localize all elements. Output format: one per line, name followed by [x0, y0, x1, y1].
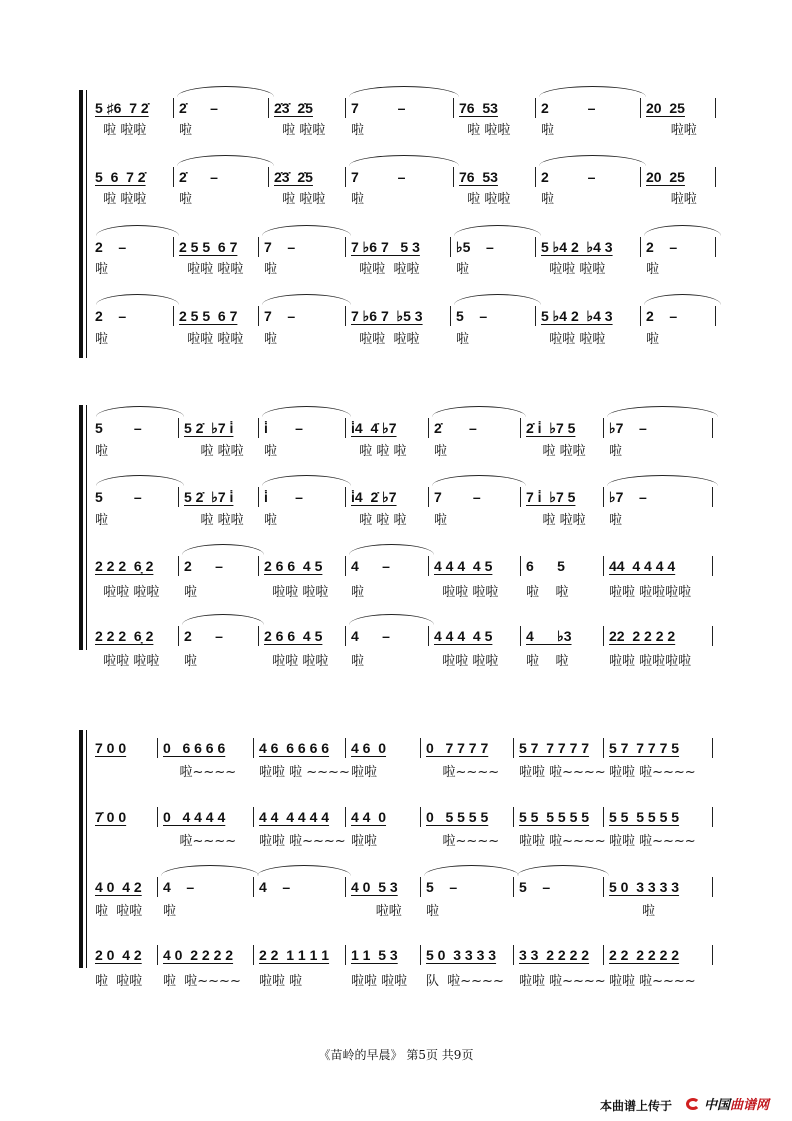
- measure-notes: 2 –: [184, 558, 223, 574]
- slur: [607, 406, 718, 417]
- barline: [345, 807, 346, 827]
- measure-notes: 2̇ –: [434, 420, 477, 436]
- measure-notes: i̇ –: [264, 489, 303, 505]
- measure-notes: 5 0 3 3 3 3: [609, 879, 680, 895]
- slur: [161, 865, 259, 876]
- measure-lyrics: 啦啦 啦啦: [264, 654, 329, 669]
- barline: [258, 556, 259, 576]
- logo-text-b: 曲谱网: [730, 1097, 770, 1112]
- barline: [345, 877, 346, 897]
- barline: [712, 807, 713, 827]
- measure-lyrics: 啦啦 啦啦啦啦: [609, 585, 692, 600]
- barline: [640, 167, 641, 187]
- barline: [513, 738, 514, 758]
- measure-lyrics: 啦啦 啦~~~~: [519, 834, 606, 849]
- barline: [603, 487, 604, 507]
- measure-notes: 4 0 5 3: [351, 879, 398, 895]
- barline: [178, 556, 179, 576]
- measure-lyrics: 啦: [95, 444, 109, 459]
- measure-notes: 2 6 6 4 5: [264, 558, 323, 574]
- measure-lyrics: 啦~~~~: [163, 765, 237, 780]
- barline: [453, 167, 454, 187]
- measure-notes: 4 0 4 2: [95, 879, 142, 895]
- measure-notes: 4 –: [259, 879, 291, 895]
- measure-lyrics: 啦: [179, 192, 193, 207]
- measure-notes: 20 25: [646, 169, 685, 185]
- slur: [607, 475, 718, 486]
- measure-notes: 5 –: [456, 308, 488, 324]
- slur: [182, 614, 264, 625]
- measure-notes: 4 –: [351, 558, 390, 574]
- barline: [603, 807, 604, 827]
- barline: [253, 738, 254, 758]
- barline: [520, 626, 521, 646]
- slur: [262, 225, 351, 236]
- barline: [428, 418, 429, 438]
- measure-lyrics: 啦: [95, 513, 109, 528]
- measure-notes: 2 –: [95, 308, 127, 324]
- measure-notes: 7 –: [264, 308, 296, 324]
- measure-lyrics: 啦啦 啦啦: [351, 262, 420, 277]
- measure-notes: 2 –: [646, 308, 678, 324]
- barline: [715, 98, 716, 118]
- measure-lyrics: 啦啦 啦啦: [351, 332, 420, 347]
- measure-lyrics: 啦啦: [351, 834, 378, 849]
- measure-lyrics: 啦: [95, 332, 109, 347]
- slur: [257, 865, 351, 876]
- barline: [157, 738, 158, 758]
- measure-lyrics: 啦啦 啦啦: [95, 585, 160, 600]
- measure-lyrics: 啦 啦啦: [274, 192, 326, 207]
- measure-lyrics: 啦: [264, 513, 278, 528]
- measure-lyrics: 啦 啦啦: [184, 444, 244, 459]
- measure-lyrics: 啦啦 啦~~~~: [609, 974, 696, 989]
- measure-notes: 2 5 5 6 7: [179, 239, 238, 255]
- measure-lyrics: 啦: [434, 444, 448, 459]
- barline: [450, 237, 451, 257]
- barline: [345, 167, 346, 187]
- measure-notes: 2̇3̇ 2̇5: [274, 169, 313, 185]
- measure-notes: 2 –: [541, 169, 596, 185]
- slur: [96, 294, 179, 305]
- measure-lyrics: 啦啦 啦~~~~: [519, 765, 606, 780]
- measure-lyrics: 啦~~~~: [426, 834, 500, 849]
- measure-lyrics: 啦~~~~: [426, 765, 500, 780]
- measure-lyrics: 啦 啦啦: [459, 123, 511, 138]
- measure-notes: 7 0 0: [95, 740, 127, 756]
- slur: [96, 406, 184, 417]
- barline: [345, 626, 346, 646]
- barline: [258, 237, 259, 257]
- slur: [177, 155, 274, 166]
- measure-notes: 2 2 2 6̣ 2: [95, 628, 154, 644]
- measure-notes: 3 3 2 2 2 2: [519, 947, 590, 963]
- measure-lyrics: 啦: [609, 513, 623, 528]
- measure-notes: 0 4 4 4 4: [163, 809, 226, 825]
- measure-notes: 5 7 7 7 7 7: [519, 740, 590, 756]
- measure-notes: 5 –: [426, 879, 458, 895]
- barline: [173, 237, 174, 257]
- barline: [268, 98, 269, 118]
- barline: [712, 626, 713, 646]
- measure-lyrics: 啦 啦啦: [459, 192, 511, 207]
- measure-lyrics: 啦啦 啦啦啦啦: [609, 654, 692, 669]
- measure-notes: 1 1 5 3: [351, 947, 398, 963]
- measure-lyrics: 啦 啦: [526, 585, 569, 600]
- measure-notes: 7 –: [264, 239, 296, 255]
- measure-notes: 0 6 6 6 6: [163, 740, 226, 756]
- measure-lyrics: 啦啦 啦啦: [434, 654, 499, 669]
- barline: [640, 98, 641, 118]
- barline: [173, 306, 174, 326]
- measure-lyrics: 啦: [609, 904, 656, 919]
- measure-notes: 7̇ 0 0: [95, 809, 127, 825]
- barline: [253, 877, 254, 897]
- logo-text-a: 中国: [704, 1097, 731, 1112]
- measure-lyrics: 啦: [541, 123, 555, 138]
- measure-notes: 4 4 4 4 5: [434, 628, 493, 644]
- measure-notes: 2 –: [95, 239, 127, 255]
- barline: [173, 167, 174, 187]
- measure-lyrics: 啦 啦: [526, 654, 569, 669]
- measure-lyrics: 啦啦 啦~~~~: [609, 834, 696, 849]
- measure-notes: 4 6 0: [351, 740, 387, 756]
- measure-lyrics: 啦: [426, 904, 440, 919]
- barline: [345, 945, 346, 965]
- measure-lyrics: 啦啦 啦啦: [95, 654, 160, 669]
- slur: [539, 155, 646, 166]
- barline: [535, 167, 536, 187]
- measure-lyrics: 啦: [351, 123, 365, 138]
- measure-notes: 2 2 2 6̣ 2: [95, 558, 154, 574]
- measure-notes: 5 –: [95, 420, 142, 436]
- barline: [258, 418, 259, 438]
- measure-notes: 2̇ –: [179, 100, 218, 116]
- barline: [345, 556, 346, 576]
- barline: [178, 626, 179, 646]
- measure-notes: ♭7 –: [609, 420, 647, 436]
- measure-notes: 7 i̇ ♭7 5: [526, 489, 576, 505]
- measure-lyrics: 啦: [264, 332, 278, 347]
- measure-lyrics: 啦啦 啦啦: [541, 262, 606, 277]
- slur: [517, 865, 609, 876]
- measure-lyrics: 啦啦 啦: [259, 974, 303, 989]
- measure-lyrics: 啦 啦啦: [95, 192, 147, 207]
- barline: [178, 487, 179, 507]
- slur: [177, 86, 274, 97]
- barline: [420, 738, 421, 758]
- barline: [258, 487, 259, 507]
- measure-notes: 4 4 0: [351, 809, 387, 825]
- measure-notes: 0 7 7 7 7: [426, 740, 489, 756]
- barline: [603, 626, 604, 646]
- measure-notes: 76 53: [459, 169, 498, 185]
- measure-lyrics: 啦 啦啦: [184, 513, 244, 528]
- barline: [157, 945, 158, 965]
- measure-lyrics: 啦啦: [646, 123, 697, 138]
- barline: [535, 237, 536, 257]
- barline: [603, 738, 604, 758]
- measure-notes: 2̇3̇ 2̇5: [274, 100, 313, 116]
- measure-lyrics: 啦: [264, 444, 278, 459]
- measure-lyrics: 啦 啦啦: [526, 444, 586, 459]
- barline: [428, 556, 429, 576]
- barline: [450, 306, 451, 326]
- measure-lyrics: 啦: [163, 904, 177, 919]
- measure-notes: ♭7 –: [609, 489, 647, 505]
- measure-lyrics: 啦啦 啦啦: [264, 585, 329, 600]
- barline: [345, 487, 346, 507]
- measure-notes: 5 ♯6 7 2̇: [95, 100, 149, 116]
- barline: [428, 487, 429, 507]
- measure-notes: 2̇ –: [179, 169, 218, 185]
- measure-notes: 2 –: [541, 100, 596, 116]
- measure-lyrics: 啦啦 啦啦: [541, 332, 606, 347]
- measure-notes: 76 53: [459, 100, 498, 116]
- system-bracket: [79, 405, 83, 650]
- measure-lyrics: 啦: [646, 332, 660, 347]
- barline: [420, 877, 421, 897]
- measure-notes: 4 6 6 6 6 6: [259, 740, 330, 756]
- measure-lyrics: 啦啦 啦啦: [351, 974, 408, 989]
- measure-lyrics: 啦: [351, 192, 365, 207]
- measure-lyrics: 啦啦 啦 ~~~~: [259, 765, 350, 780]
- barline: [268, 167, 269, 187]
- slur: [644, 225, 721, 236]
- measure-notes: 44 4 4 4 4: [609, 558, 676, 574]
- measure-notes: 2 6 6 4 5: [264, 628, 323, 644]
- barline: [712, 945, 713, 965]
- barline: [258, 306, 259, 326]
- barline: [603, 877, 604, 897]
- slur: [454, 294, 541, 305]
- measure-lyrics: 啦啦 啦啦: [179, 262, 244, 277]
- barline: [520, 556, 521, 576]
- barline: [603, 418, 604, 438]
- barline: [345, 418, 346, 438]
- measure-lyrics: 啦 啦啦: [95, 904, 143, 919]
- slur: [96, 475, 184, 486]
- barline: [453, 98, 454, 118]
- measure-lyrics: 啦: [264, 262, 278, 277]
- measure-notes: 7 –: [351, 169, 406, 185]
- barline: [345, 237, 346, 257]
- barline: [157, 877, 158, 897]
- measure-notes: 4 4 4 4 4 4: [259, 809, 330, 825]
- measure-lyrics: 啦: [179, 123, 193, 138]
- barline: [715, 306, 716, 326]
- barline: [535, 98, 536, 118]
- slur: [182, 544, 264, 555]
- slur: [96, 225, 179, 236]
- measure-lyrics: 啦啦: [646, 192, 697, 207]
- slur: [262, 475, 351, 486]
- measure-notes: 4 –: [163, 879, 195, 895]
- barline: [178, 418, 179, 438]
- system-bracket-line: [86, 90, 87, 358]
- measure-notes: 2 –: [184, 628, 223, 644]
- measure-lyrics: 啦 啦啦: [95, 123, 147, 138]
- slur: [432, 475, 526, 486]
- measure-lyrics: 啦: [351, 654, 365, 669]
- measure-notes: 2 –: [646, 239, 678, 255]
- measure-notes: 5 –: [519, 879, 551, 895]
- measure-notes: i̇ –: [264, 420, 303, 436]
- measure-notes: 5 6 7 2̇: [95, 169, 146, 185]
- slur: [262, 406, 351, 417]
- measure-notes: 0 5 5 5 5: [426, 809, 489, 825]
- slur: [454, 225, 541, 236]
- measure-notes: 5 2̇ ♭7 i̇: [184, 489, 234, 505]
- barline: [603, 945, 604, 965]
- barline: [513, 877, 514, 897]
- measure-lyrics: 啦啦 啦~~~~: [259, 834, 346, 849]
- measure-notes: 5 –: [95, 489, 142, 505]
- measure-notes: 7 –: [351, 100, 406, 116]
- upload-label: 本曲谱上传于: [600, 1099, 673, 1113]
- measure-lyrics: 啦: [646, 262, 660, 277]
- measure-notes: 5 0 3 3 3 3: [426, 947, 497, 963]
- measure-lyrics: 啦 啦啦: [274, 123, 326, 138]
- measure-notes: 5 7 7 7 7 5: [609, 740, 680, 756]
- measure-lyrics: 啦啦 啦~~~~: [519, 974, 606, 989]
- measure-notes: 7 ♭6 7 5 3: [351, 239, 420, 255]
- measure-lyrics: 啦 啦 啦: [351, 513, 407, 528]
- barline: [253, 807, 254, 827]
- barline: [420, 807, 421, 827]
- barline: [712, 487, 713, 507]
- barline: [712, 877, 713, 897]
- barline: [420, 945, 421, 965]
- barline: [640, 306, 641, 326]
- slur: [644, 294, 721, 305]
- barline: [715, 237, 716, 257]
- measure-notes: 7 –: [434, 489, 481, 505]
- measure-notes: 5 5 5 5 5 5: [609, 809, 680, 825]
- barline: [603, 556, 604, 576]
- measure-lyrics: 啦啦 啦啦: [179, 332, 244, 347]
- measure-lyrics: 啦~~~~: [163, 834, 237, 849]
- system-bracket-line: [86, 405, 87, 650]
- barline: [513, 807, 514, 827]
- barline: [712, 556, 713, 576]
- slur: [539, 86, 646, 97]
- barline: [520, 487, 521, 507]
- barline: [345, 738, 346, 758]
- measure-lyrics: 啦 啦啦: [95, 974, 143, 989]
- barline: [173, 98, 174, 118]
- measure-lyrics: 啦: [456, 332, 470, 347]
- measure-notes: 4 4 4 4 5: [434, 558, 493, 574]
- measure-notes: i̇4 2̇ ♭7: [351, 489, 397, 505]
- measure-notes: 5 2̇ ♭7 i̇: [184, 420, 234, 436]
- measure-notes: 2 0 4 2: [95, 947, 142, 963]
- measure-lyrics: 啦啦 啦啦: [434, 585, 499, 600]
- measure-lyrics: 啦: [184, 585, 198, 600]
- measure-lyrics: 啦啦: [351, 904, 402, 919]
- measure-notes: 5 ♭4 2 ♭4 3: [541, 239, 613, 255]
- measure-notes: 4 0 2 2 2 2: [163, 947, 234, 963]
- measure-lyrics: 啦: [434, 513, 448, 528]
- barline: [345, 306, 346, 326]
- barline: [535, 306, 536, 326]
- measure-lyrics: 队 啦~~~~: [426, 974, 504, 989]
- measure-lyrics: 啦: [351, 585, 365, 600]
- measure-notes: 2 5 5 6 7: [179, 308, 238, 324]
- measure-notes: 4 –: [351, 628, 390, 644]
- slur: [349, 155, 459, 166]
- slur: [349, 86, 459, 97]
- measure-notes: 4 ♭3: [526, 628, 572, 644]
- barline: [345, 98, 346, 118]
- measure-lyrics: 啦 啦 啦: [351, 444, 407, 459]
- measure-notes: 20 25: [646, 100, 685, 116]
- page-footer: 《苗岭的早晨》 第5页 共9页: [318, 1048, 474, 1062]
- slur: [432, 406, 526, 417]
- measure-lyrics: 啦: [541, 192, 555, 207]
- measure-lyrics: 啦 啦啦: [526, 513, 586, 528]
- measure-lyrics: 啦: [95, 262, 109, 277]
- slur: [262, 294, 351, 305]
- measure-lyrics: 啦 啦~~~~: [163, 974, 241, 989]
- barline: [157, 807, 158, 827]
- measure-notes: 2 2 1 1 1 1: [259, 947, 330, 963]
- barline: [258, 626, 259, 646]
- measure-notes: 5 ♭4 2 ♭4 3: [541, 308, 613, 324]
- system-bracket: [79, 730, 83, 968]
- logo-icon: [686, 1098, 700, 1110]
- barline: [253, 945, 254, 965]
- measure-notes: ♭5 –: [456, 239, 494, 255]
- measure-notes: i̇4 4̇ ♭7: [351, 420, 397, 436]
- measure-notes: 6 5: [526, 558, 565, 574]
- slur: [349, 544, 434, 555]
- measure-lyrics: 啦: [456, 262, 470, 277]
- barline: [640, 237, 641, 257]
- system-bracket: [79, 90, 83, 358]
- measure-notes: 5 5 5 5 5 5: [519, 809, 590, 825]
- measure-lyrics: 啦: [609, 444, 623, 459]
- barline: [715, 167, 716, 187]
- barline: [712, 738, 713, 758]
- measure-notes: 7 ♭6 7 ♭5 3: [351, 308, 423, 324]
- barline: [712, 418, 713, 438]
- slur: [349, 614, 434, 625]
- barline: [513, 945, 514, 965]
- system-bracket-line: [86, 730, 87, 968]
- measure-notes: 22 2 2 2 2: [609, 628, 676, 644]
- measure-lyrics: 啦: [184, 654, 198, 669]
- measure-notes: 2 2 2 2 2 2: [609, 947, 680, 963]
- slur: [424, 865, 519, 876]
- barline: [520, 418, 521, 438]
- barline: [428, 626, 429, 646]
- measure-lyrics: 啦啦: [351, 765, 378, 780]
- site-logo[interactable]: [686, 1094, 769, 1113]
- measure-notes: 2̇ i̇ ♭7 5: [526, 420, 576, 436]
- measure-lyrics: 啦啦 啦~~~~: [609, 765, 696, 780]
